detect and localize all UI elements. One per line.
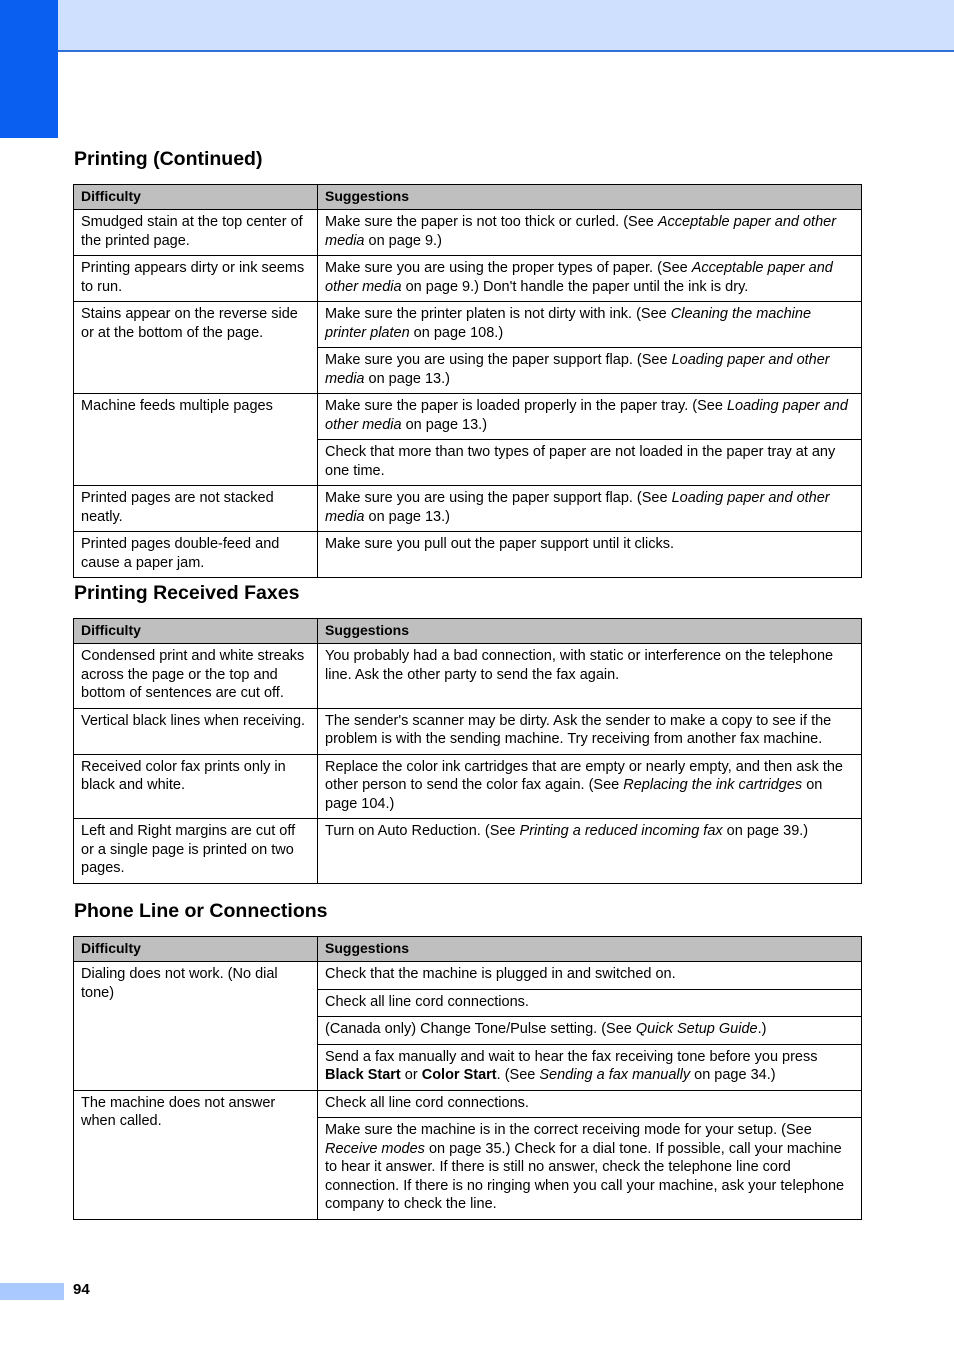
difficulty-cell: Stains appear on the reverse side or at the bottom of the page.: [74, 302, 318, 394]
page-number-tab: [0, 1283, 64, 1300]
table-row: [74, 819, 862, 884]
column-header-suggestions: Suggestions: [318, 937, 862, 962]
suggestion-cell: Check all line cord connections.: [318, 989, 862, 1017]
difficulty-cell: Received color fax prints only in black and white.: [74, 754, 318, 819]
section-title-printing-received-faxes: Printing Received Faxes: [74, 582, 300, 604]
suggestion-cell: Check all line cord connections.: [318, 1090, 862, 1118]
suggestion-cell: Make sure you pull out the paper support until it clicks.: [318, 532, 862, 578]
suggestion-cell: Make sure you are using the paper support flap. (See Loading paper and other media on page 13.): [318, 486, 862, 532]
table-row: [74, 532, 862, 578]
suggestion-cell: Turn on Auto Reduction. (See Printing a reduced incoming fax on page 39.): [318, 819, 862, 884]
suggestion-cell: Make sure the paper is loaded properly in the paper tray. (See Loading paper and other media on page 13.): [318, 394, 862, 440]
table-phone-line: [73, 936, 862, 1220]
suggestion-cell: (Canada only) Change Tone/Pulse setting. (See Quick Setup Guide.): [318, 1017, 862, 1045]
column-header-suggestions: Suggestions: [318, 185, 862, 210]
suggestion-cell: The sender's scanner may be dirty. Ask the sender to make a copy to see if the problem is with the sending machine. Try receiving from another fax machine.: [318, 708, 862, 754]
chapter-tab: [0, 0, 58, 138]
table-row: [74, 754, 862, 819]
table-row: [74, 1090, 862, 1118]
difficulty-cell: Printed pages are not stacked neatly.: [74, 486, 318, 532]
page-number: 94: [73, 1281, 90, 1298]
suggestion-cell: Replace the color ink cartridges that are empty or nearly empty, and then ask the other person to send the color fax again. (See Replacing the ink cartridges on page 104.): [318, 754, 862, 819]
difficulty-cell: Left and Right margins are cut off or a single page is printed on two pages.: [74, 819, 318, 884]
table-row: [74, 256, 862, 302]
table-row: [74, 486, 862, 532]
suggestion-cell: Make sure the machine is in the correct receiving mode for your setup. (See Receive modes on page 35.) Check for a dial tone. If possible, call your machine to hear it answer. If there is still no answer, check the telephone line cord connection. If there is no ringing when you call your machine, ask your telephone company to check the line.: [318, 1118, 862, 1220]
column-header-difficulty: Difficulty: [74, 619, 318, 644]
table-row: [74, 210, 862, 256]
suggestion-cell: Make sure the printer platen is not dirty with ink. (See Cleaning the machine printer platen on page 108.): [318, 302, 862, 348]
table-printing-continued: [73, 184, 862, 578]
table-row: [74, 302, 862, 348]
header-band: [0, 0, 954, 52]
suggestion-cell: You probably had a bad connection, with static or interference on the telephone line. Ask the other party to send the fax again.: [318, 644, 862, 709]
suggestion-cell: Check that the machine is plugged in and switched on.: [318, 962, 862, 990]
difficulty-cell: Vertical black lines when receiving.: [74, 708, 318, 754]
column-header-difficulty: Difficulty: [74, 185, 318, 210]
difficulty-cell: Machine feeds multiple pages: [74, 394, 318, 486]
column-header-suggestions: Suggestions: [318, 619, 862, 644]
difficulty-cell: Condensed print and white streaks across the page or the top and bottom of sentences are cut off.: [74, 644, 318, 709]
difficulty-cell: Printed pages double-feed and cause a paper jam.: [74, 532, 318, 578]
difficulty-cell: The machine does not answer when called.: [74, 1090, 318, 1219]
table-row: [74, 708, 862, 754]
suggestion-cell: Check that more than two types of paper are not loaded in the paper tray at any one time.: [318, 440, 862, 486]
suggestion-cell: Make sure you are using the proper types of paper. (See Acceptable paper and other media on page 9.) Don't handle the paper until the ink is dry.: [318, 256, 862, 302]
difficulty-cell: Dialing does not work. (No dial tone): [74, 962, 318, 1091]
table-row: [74, 644, 862, 709]
suggestion-cell: Make sure the paper is not too thick or curled. (See Acceptable paper and other media on page 9.): [318, 210, 862, 256]
column-header-difficulty: Difficulty: [74, 937, 318, 962]
table-row: [74, 962, 862, 990]
difficulty-cell: Printing appears dirty or ink seems to run.: [74, 256, 318, 302]
difficulty-cell: Smudged stain at the top center of the printed page.: [74, 210, 318, 256]
suggestion-cell: Make sure you are using the paper support flap. (See Loading paper and other media on page 13.): [318, 348, 862, 394]
section-title-phone-line: Phone Line or Connections: [74, 900, 328, 922]
table-row: [74, 394, 862, 440]
suggestion-cell: Send a fax manually and wait to hear the fax receiving tone before you press Black Start or Color Start. (See Sending a fax manually on page 34.): [318, 1044, 862, 1090]
section-title-printing-continued: Printing (Continued): [74, 148, 263, 170]
table-printing-received-faxes: [73, 618, 862, 884]
